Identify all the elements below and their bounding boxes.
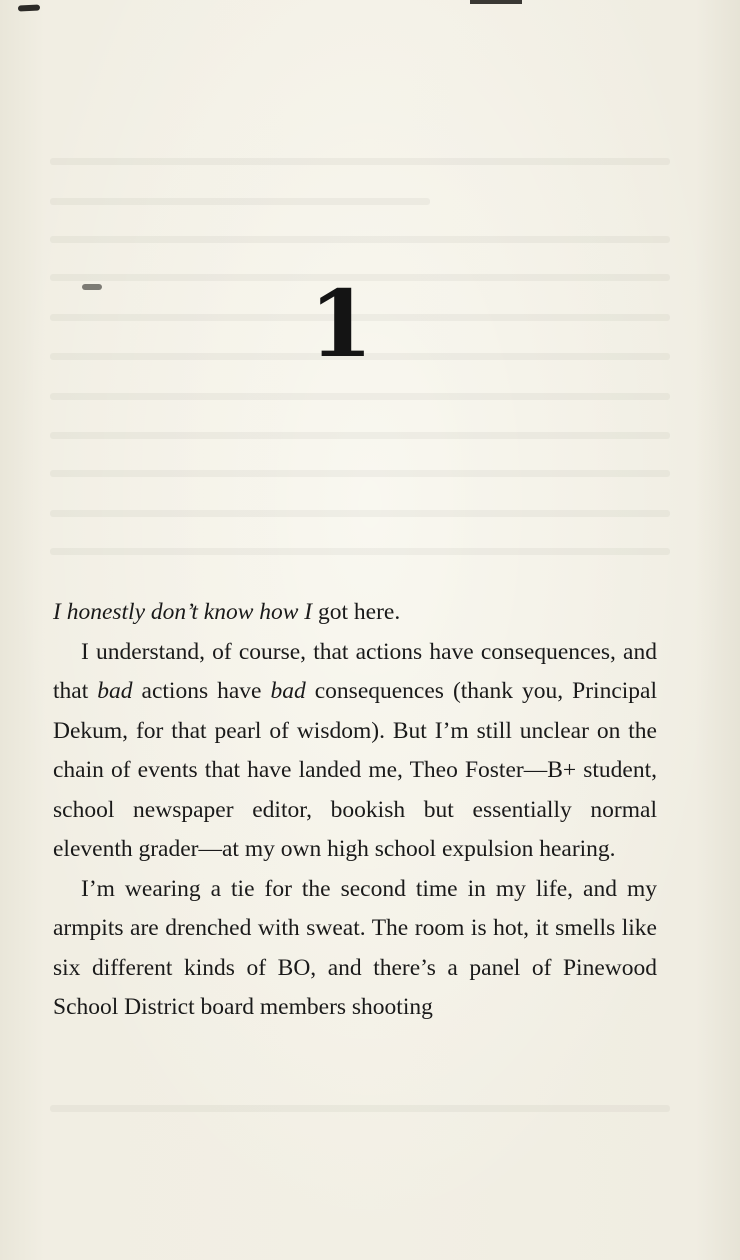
bleed-through-line — [50, 510, 670, 517]
text-run: I’m wearing a tie for the second time in my life, and my armpits are drenched with sweat. The room is hot, it smells like six different kinds of BO, and there’s a panel of Pinewood School District board members shooting — [53, 875, 657, 1020]
text-run: I understand, of course, that actions have consequences, and that — [53, 638, 657, 704]
ink-smudge — [18, 4, 40, 11]
text-run: actions have — [132, 678, 271, 704]
paragraph — [53, 593, 657, 633]
paragraph — [53, 633, 657, 870]
bleed-through-line — [50, 432, 670, 439]
chapter-number: 1 — [308, 270, 371, 378]
italic-text: bad — [270, 678, 306, 704]
chapter-body — [53, 593, 657, 1028]
text-run: got here. — [312, 599, 401, 625]
bleed-through-line — [50, 548, 670, 555]
bleed-through-line — [50, 393, 670, 400]
italic-text: I honestly don’t know how I — [53, 599, 313, 625]
text-run: consequences (thank you, Principal Dekum, for that pearl of wisdom). But I’m still unclear on the chain of events that have landed me, Theo Foster—B+ student, school newspaper editor, bookish but essentially normal eleventh grader—at my own high school expulsion hearing. — [53, 678, 657, 862]
bleed-through-line — [50, 1105, 670, 1112]
bleed-through-line — [50, 198, 430, 205]
bleed-through-line — [50, 470, 670, 477]
page-edge-mark — [470, 0, 522, 4]
bleed-through-line — [50, 158, 670, 165]
bleed-through-line — [50, 236, 670, 243]
paragraph — [53, 870, 657, 1028]
italic-text: bad — [97, 678, 133, 704]
ink-speck — [82, 284, 102, 290]
